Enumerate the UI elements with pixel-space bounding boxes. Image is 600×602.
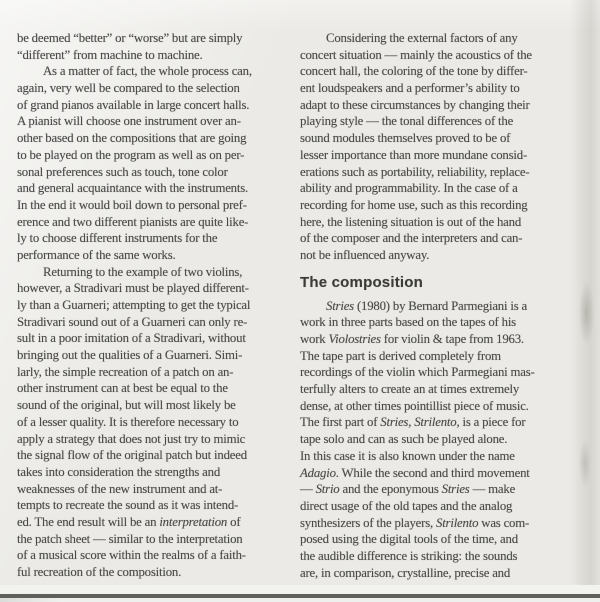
text-line: In this case it is also known under the name <box>300 448 515 463</box>
text-line: The first part of Stries, Strilento, is a piece for <box>300 415 526 430</box>
text-line: are, in comparison, crystalline, precise and <box>300 565 511 580</box>
text-line: to be played on the program as well as on per- <box>17 147 245 162</box>
text-line: ent loudspeakers and a performer’s ability to <box>300 81 520 96</box>
text-line: sound of the original, but will most likely be <box>17 398 236 413</box>
left-column <box>17 30 295 581</box>
text-line: erence and two different pianists are quite like- <box>17 214 249 229</box>
text-line: As a matter of fact, the whole process can, <box>43 64 252 79</box>
right-column <box>300 30 584 581</box>
text-line: the audible difference is striking: the sounds <box>300 548 518 563</box>
text-line: recordings of the violin which Parmegiani mas- <box>300 365 535 380</box>
text-line: Stries (1980) by Bernard Parmegiani is a <box>326 298 527 313</box>
paragraph <box>300 298 584 582</box>
text-line: sult in a poor imitation of a Stradivari, without <box>17 331 246 346</box>
text-line: and general acquaintance with the instruments. <box>17 181 249 196</box>
text-line: weaknesses of the new instrument and at- <box>17 481 223 496</box>
text-line: not be influenced anyway. <box>300 247 430 262</box>
text-line: posed using the digital tools of the time, and <box>300 532 518 547</box>
text-line: takes into consideration the strengths and <box>17 464 221 479</box>
italic-text: Strilento <box>436 515 479 530</box>
text-line: of a lesser quality. It is therefore necessary to <box>17 414 239 429</box>
text-line: however, a Stradivari must be played different- <box>17 281 249 296</box>
text-line: be deemed “better” or “worse” but are simply <box>17 31 243 45</box>
text-line: the signal flow of the original patch but indeed <box>17 448 247 463</box>
right-column-intro <box>300 30 584 264</box>
text-line: sound modules themselves proved to be of <box>300 131 511 146</box>
text-line: “different” from machine to machine. <box>17 47 203 62</box>
text-line: erations such as portability, reliability, replace- <box>300 164 530 179</box>
text-line: apply a strategy that does not just try to mimic <box>17 431 246 446</box>
italic-text: Stries <box>441 482 470 497</box>
text-line: the patch sheet — similar to the interpretation <box>17 531 243 546</box>
text-line: other based on the compositions that are going <box>17 131 247 146</box>
text-line: ly than a Guarneri; attempting to get the typical <box>17 298 251 312</box>
text-line: ful recreation of the composition. <box>17 565 182 579</box>
text-line: ed. The end result will be an interpretation of <box>17 514 241 529</box>
text-line: The tape part is derived completely from <box>300 348 501 363</box>
text-line: here, the listening situation is out of the hand <box>300 214 522 229</box>
text-line: recording for home use, such as this recording <box>300 197 528 212</box>
text-line: lesser importance than more mundane consid- <box>300 147 527 162</box>
text-line: other instrument can at best be equal to the <box>17 381 228 396</box>
italic-text: interpretation <box>159 514 228 529</box>
text-line: of the composer and the interpreters and can- <box>300 231 523 246</box>
text-line: performance of the same works. <box>17 247 176 262</box>
text-line: A pianist will choose one instrument over an- <box>17 114 241 129</box>
text-line: work Violostries for violin & tape from 1963. <box>300 332 524 346</box>
text-line: Adagio. While the second and third movement <box>300 465 530 480</box>
paragraph <box>17 63 295 263</box>
paragraph <box>17 264 295 581</box>
text-line: Stradivari sound out of a Guarneri can only re- <box>17 314 248 329</box>
text-line: Returning to the example of two violins, <box>43 264 243 279</box>
paragraph <box>300 30 584 264</box>
text-line: — Strio and the eponymous Stries — make <box>300 482 516 497</box>
paragraph <box>17 30 295 63</box>
text-line: bringing out the qualities of a Guarneri. Simi- <box>17 348 243 363</box>
text-line: of grand pianos available in large concert halls. <box>17 97 250 112</box>
text-line: larly, the simple recreation of a patch on an- <box>17 364 234 379</box>
text-line: ability and programmability. In the case of a <box>300 181 518 196</box>
text-line: adapt to these circumstances by changing their <box>300 97 530 112</box>
text-line: synthesizers of the players, Strilento was com- <box>300 515 530 530</box>
italic-text: Stries, Strilento, <box>380 415 460 430</box>
italic-text: Violostries <box>328 332 381 346</box>
page-bottom-below-edge <box>0 598 600 602</box>
text-line: of a musical score within the realms of a faith- <box>17 548 246 563</box>
italic-text: Adagio <box>300 465 336 480</box>
text-line: ly to choose different instruments for the <box>17 231 218 246</box>
text-line: dense, at other times pointillist piece of music. <box>300 398 529 413</box>
text-line: sonal preferences such as touch, tone color <box>17 164 228 179</box>
text-line: concert hall, the coloring of the tone by differ- <box>300 64 528 79</box>
text-line: In the end it would boil down to personal pref- <box>17 197 247 212</box>
text-line: playing style — the tonal differences of the <box>300 114 514 129</box>
text-line: tape solo and can as such be played alone. <box>300 432 508 447</box>
text-line: again, very well be compared to the selection <box>17 81 240 96</box>
section-heading: The composition <box>300 273 423 291</box>
text-line: tempts to recreate the sound as it was intend- <box>17 498 239 513</box>
text-line: terfully alters to create an at times extremely <box>300 382 520 397</box>
italic-text: Stries <box>326 298 354 313</box>
text-line: work in three parts based on the tapes of his <box>300 315 516 330</box>
italic-text: Strio <box>315 482 340 497</box>
text-line: direct usage of the old tapes and the analog <box>300 498 513 513</box>
text-line: concert situation — mainly the acoustics of the <box>300 47 532 62</box>
right-column-composition <box>300 298 584 582</box>
text-line: Considering the external factors of any <box>326 31 518 45</box>
